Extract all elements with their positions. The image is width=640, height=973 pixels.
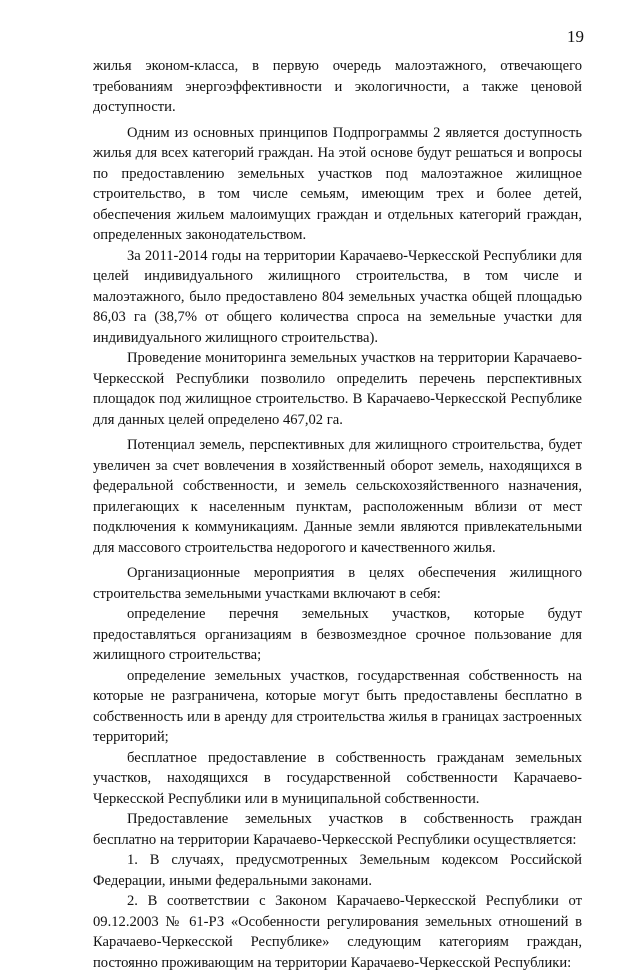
paragraph-free-provision: Предоставление земельных участков в собственность граждан бесплатно на территории Карачаево-Черкесской Республики осуществляется: <box>93 811 582 848</box>
list-item-measure-2: определение земельных участков, государственная собственность на которые не разграничена, которые могут быть предоставлены бесплатно в собственность или в аренду для строительства жилья в границах застроенных территорий; <box>93 667 582 745</box>
list-item-case-1: 1. В случаях, предусмотренных Земельным кодексом Российской Федерации, иными федеральными законами. <box>93 852 582 889</box>
page-number: 19 <box>567 27 584 46</box>
paragraph-organizational-measures: Организационные мероприятия в целях обеспечения жилищного строительства земельными участками включают в себя: <box>93 565 582 602</box>
list-item-measure-3: бесплатное предоставление в собственность гражданам земельных участков, находящихся в государственной собственности Карачаево-Черкесской Республики или в муниципальной собственности. <box>93 749 582 807</box>
paragraph-statistics: За 2011-2014 годы на территории Карачаево-Черкесской Республики для целей индивидуального жилищного строительства, в том числе и малоэтажного, было предоставлено 804 земельных участка общей площадью 86,03 га (38,7% от общего количества спроса на земельные участки для индивидуального жилищного строительства). <box>93 247 582 346</box>
paragraph-potential: Потенциал земель, перспективных для жилищного строительства, будет увеличен за счет вовлечения в хозяйственный оборот земель, находящихся в федеральной собственности, и земель сельскохозяйственного назначения, прилегающих к населенным пунктам, расположенным вблизи от мест подключения к коммуникациям. Данные земли являются привлекательными для массового строительства недорогого и качественного жилья. <box>93 437 582 556</box>
document-body <box>93 56 582 973</box>
list-item-case-2: 2. В соответствии с Законом Карачаево-Черкесской Республики от 09.12.2003 № 61-РЗ «Особенности регулирования земельных отношений в Карачаево-Черкесской Республике» следующим категориям граждан, постоянно проживающим на территории Карачаево-Черкесской Республики: <box>93 893 582 971</box>
list-item-measure-1: определение перечня земельных участков, которые будут предоставляться организациям в безвозмездное срочное пользование для жилищного строительства; <box>93 606 582 663</box>
paragraph-monitoring: Проведение мониторинга земельных участков на территории Карачаево-Черкесской Республики позволило определить перечень перспективных площадок под жилищное строительство. В Карачаево-Черкесской Республике для данных целей определено 467,02 га. <box>93 350 582 428</box>
paragraph-continuation: жилья эконом-класса, в первую очередь малоэтажного, отвечающего требованиям энергоэффективности и экологичности, а также ценовой доступности. <box>93 58 582 115</box>
paragraph-principles: Одним из основных принципов Подпрограммы 2 является доступность жилья для всех категорий граждан. На этой основе будут решаться и вопросы по предоставлению земельных участков под малоэтажное жилищное строительство, в том числе семьям, имеющим трех и более детей, обеспечения жильем малоимущих граждан и отдельных категорий граждан, определенных законодательством. <box>93 124 582 243</box>
